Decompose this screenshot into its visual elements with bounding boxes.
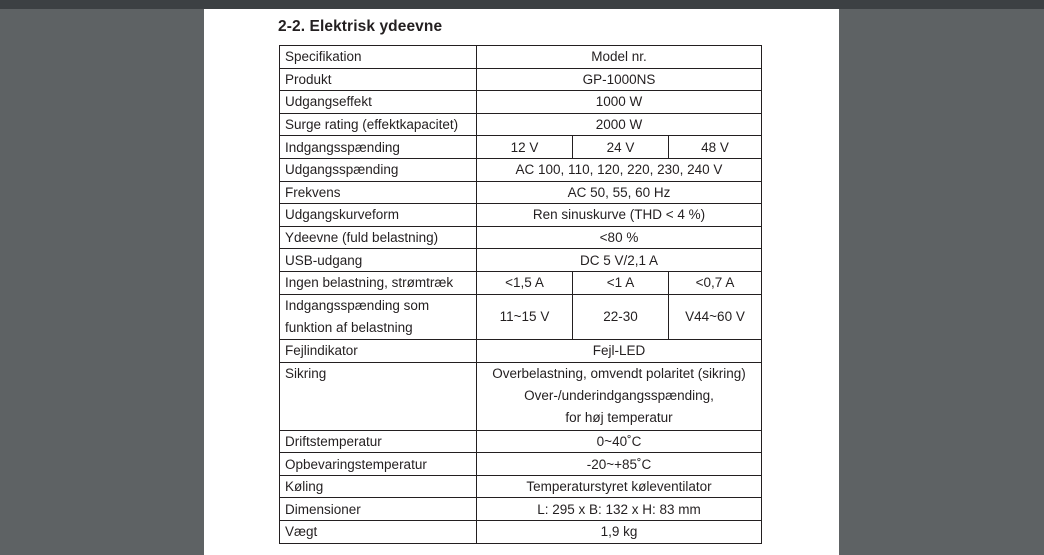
row-value: Ren sinuskurve (THD < 4 %) <box>477 204 762 227</box>
row-value: <80 % <box>477 226 762 249</box>
table-row <box>280 136 762 159</box>
row-label <box>280 294 477 340</box>
row-value: 24 V <box>573 136 669 159</box>
row-value-line: Over-/underindgangsspænding, <box>524 388 714 404</box>
table-row <box>280 362 762 430</box>
row-value: DC 5 V/2,1 A <box>477 249 762 272</box>
table-row <box>280 158 762 181</box>
row-label: Køling <box>280 475 477 498</box>
row-value: 11~15 V <box>477 294 573 340</box>
row-label: Udgangskurveform <box>280 204 477 227</box>
row-value: <0,7 A <box>669 271 762 294</box>
row-label: Indgangsspænding <box>280 136 477 159</box>
row-value: 48 V <box>669 136 762 159</box>
row-label: USB-udgang <box>280 249 477 272</box>
row-value: L: 295 x B: 132 x H: 83 mm <box>477 498 762 521</box>
row-value-line: Overbelastning, omvendt polaritet (sikring) <box>492 365 746 381</box>
row-value: -20~+85˚C <box>477 453 762 476</box>
row-value: 2000 W <box>477 113 762 136</box>
document-page <box>204 9 839 555</box>
row-value: AC 50, 55, 60 Hz <box>477 181 762 204</box>
row-value: 1000 W <box>477 91 762 114</box>
table-row <box>280 226 762 249</box>
row-label: Surge rating (effektkapacitet) <box>280 113 477 136</box>
table-row <box>280 453 762 476</box>
table-row <box>280 249 762 272</box>
row-value: 12 V <box>477 136 573 159</box>
row-label: Udgangseffekt <box>280 91 477 114</box>
row-value: 0~40˚C <box>477 430 762 453</box>
section-heading: 2-2. Elektrisk ydeevne <box>278 18 443 35</box>
row-label: Udgangsspænding <box>280 158 477 181</box>
row-label: Fejlindikator <box>280 340 477 363</box>
row-label-line: Indgangsspænding som <box>285 297 430 313</box>
row-label: Dimensioner <box>280 498 477 521</box>
row-value: Model nr. <box>477 46 762 69</box>
row-label: Sikring <box>280 362 477 430</box>
table-row <box>280 68 762 91</box>
table-row <box>280 113 762 136</box>
table-row <box>280 91 762 114</box>
row-value: Temperaturstyret køleventilator <box>477 475 762 498</box>
row-value: 22-30 <box>573 294 669 340</box>
spec-table <box>279 45 762 544</box>
row-label-line: funktion af belastning <box>285 319 413 335</box>
table-row <box>280 204 762 227</box>
row-label: Opbevaringstemperatur <box>280 453 477 476</box>
row-value-line: for høj temperatur <box>565 410 673 426</box>
row-label: Specifikation <box>280 46 477 69</box>
table-row <box>280 430 762 453</box>
row-label: Frekvens <box>280 181 477 204</box>
row-value: 1,9 kg <box>477 520 762 543</box>
row-label: Vægt <box>280 520 477 543</box>
row-value <box>477 362 762 430</box>
viewer-top-bar <box>0 0 1044 9</box>
table-row <box>280 340 762 363</box>
row-value: V44~60 V <box>669 294 762 340</box>
row-value: AC 100, 110, 120, 220, 230, 240 V <box>477 158 762 181</box>
row-label: Produkt <box>280 68 477 91</box>
table-row <box>280 46 762 69</box>
table-row <box>280 271 762 294</box>
row-value: <1 A <box>573 271 669 294</box>
table-row <box>280 294 762 340</box>
row-value: GP-1000NS <box>477 68 762 91</box>
row-value: Fejl-LED <box>477 340 762 363</box>
table-row <box>280 475 762 498</box>
row-label: Ingen belastning, strømtræk <box>280 271 477 294</box>
row-label: Ydeevne (fuld belastning) <box>280 226 477 249</box>
table-row <box>280 181 762 204</box>
table-row <box>280 520 762 543</box>
row-value: <1,5 A <box>477 271 573 294</box>
row-label: Driftstemperatur <box>280 430 477 453</box>
table-row <box>280 498 762 521</box>
